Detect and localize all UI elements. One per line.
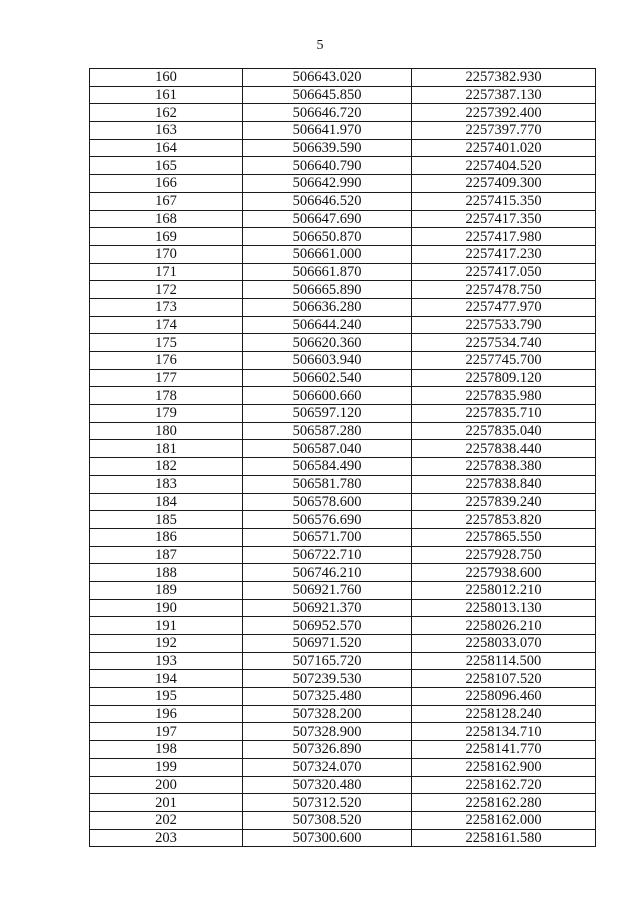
point-number-cell: 164 (90, 139, 243, 157)
x-coordinate-cell: 507312.520 (243, 794, 412, 812)
table-row (90, 546, 596, 564)
table-row (90, 69, 596, 87)
x-coordinate-cell: 506921.370 (243, 599, 412, 617)
y-coordinate-cell: 2258134.710 (412, 723, 596, 741)
x-coordinate-cell: 507325.480 (243, 688, 412, 706)
y-coordinate-cell: 2257838.440 (412, 440, 596, 458)
table-row (90, 86, 596, 104)
point-number-cell: 168 (90, 210, 243, 228)
y-coordinate-cell: 2258107.520 (412, 670, 596, 688)
table-row (90, 458, 596, 476)
x-coordinate-cell: 506600.660 (243, 387, 412, 405)
x-coordinate-cell: 506642.990 (243, 175, 412, 193)
point-number-cell: 198 (90, 741, 243, 759)
x-coordinate-cell: 507324.070 (243, 758, 412, 776)
table-row (90, 723, 596, 741)
y-coordinate-cell: 2257417.350 (412, 210, 596, 228)
point-number-cell: 200 (90, 776, 243, 794)
table-row (90, 475, 596, 493)
point-number-cell: 193 (90, 652, 243, 670)
table-row (90, 617, 596, 635)
table-row (90, 564, 596, 582)
x-coordinate-cell: 506597.120 (243, 405, 412, 423)
table-row (90, 705, 596, 723)
point-number-cell: 199 (90, 758, 243, 776)
x-coordinate-cell: 506576.690 (243, 511, 412, 529)
point-number-cell: 189 (90, 581, 243, 599)
x-coordinate-cell: 506746.210 (243, 564, 412, 582)
y-coordinate-cell: 2258162.280 (412, 794, 596, 812)
x-coordinate-cell: 506645.850 (243, 86, 412, 104)
x-coordinate-cell: 507320.480 (243, 776, 412, 794)
point-number-cell: 202 (90, 811, 243, 829)
y-coordinate-cell: 2257809.120 (412, 369, 596, 387)
table-row (90, 157, 596, 175)
y-coordinate-cell: 2257853.820 (412, 511, 596, 529)
table-row (90, 263, 596, 281)
y-coordinate-cell: 2257415.350 (412, 192, 596, 210)
x-coordinate-cell: 506587.280 (243, 422, 412, 440)
x-coordinate-cell: 506952.570 (243, 617, 412, 635)
y-coordinate-cell: 2257835.710 (412, 405, 596, 423)
y-coordinate-cell: 2257928.750 (412, 546, 596, 564)
y-coordinate-cell: 2257835.040 (412, 422, 596, 440)
point-number-cell: 169 (90, 228, 243, 246)
table-row (90, 210, 596, 228)
point-number-cell: 183 (90, 475, 243, 493)
x-coordinate-cell: 507328.900 (243, 723, 412, 741)
y-coordinate-cell: 2258162.720 (412, 776, 596, 794)
point-number-cell: 182 (90, 458, 243, 476)
y-coordinate-cell: 2257865.550 (412, 528, 596, 546)
point-number-cell: 186 (90, 528, 243, 546)
x-coordinate-cell: 507328.200 (243, 705, 412, 723)
y-coordinate-cell: 2257838.840 (412, 475, 596, 493)
point-number-cell: 197 (90, 723, 243, 741)
y-coordinate-cell: 2257938.600 (412, 564, 596, 582)
x-coordinate-cell: 507326.890 (243, 741, 412, 759)
y-coordinate-cell: 2258141.770 (412, 741, 596, 759)
point-number-cell: 191 (90, 617, 243, 635)
table-row (90, 122, 596, 140)
point-number-cell: 201 (90, 794, 243, 812)
table-row (90, 758, 596, 776)
x-coordinate-cell: 507300.600 (243, 829, 412, 847)
x-coordinate-cell: 506722.710 (243, 546, 412, 564)
table-row (90, 829, 596, 847)
table-row (90, 245, 596, 263)
x-coordinate-cell: 506636.280 (243, 298, 412, 316)
x-coordinate-cell: 507239.530 (243, 670, 412, 688)
x-coordinate-cell: 506661.000 (243, 245, 412, 263)
x-coordinate-cell: 507308.520 (243, 811, 412, 829)
point-number-cell: 195 (90, 688, 243, 706)
point-number-cell: 184 (90, 493, 243, 511)
table-row (90, 175, 596, 193)
x-coordinate-cell: 506603.940 (243, 352, 412, 370)
y-coordinate-cell: 2257392.400 (412, 104, 596, 122)
x-coordinate-cell: 507165.720 (243, 652, 412, 670)
point-number-cell: 173 (90, 298, 243, 316)
point-number-cell: 170 (90, 245, 243, 263)
point-number-cell: 161 (90, 86, 243, 104)
y-coordinate-cell: 2258128.240 (412, 705, 596, 723)
y-coordinate-cell: 2257382.930 (412, 69, 596, 87)
table-row (90, 281, 596, 299)
table-row (90, 139, 596, 157)
table-row (90, 440, 596, 458)
y-coordinate-cell: 2258162.000 (412, 811, 596, 829)
table-row (90, 635, 596, 653)
point-number-cell: 194 (90, 670, 243, 688)
y-coordinate-cell: 2257404.520 (412, 157, 596, 175)
y-coordinate-cell: 2257534.740 (412, 334, 596, 352)
table-row (90, 688, 596, 706)
table-row (90, 352, 596, 370)
point-number-cell: 176 (90, 352, 243, 370)
table-row (90, 387, 596, 405)
point-number-cell: 175 (90, 334, 243, 352)
table-row (90, 422, 596, 440)
x-coordinate-cell: 506578.600 (243, 493, 412, 511)
table-row (90, 192, 596, 210)
point-number-cell: 181 (90, 440, 243, 458)
point-number-cell: 174 (90, 316, 243, 334)
x-coordinate-cell: 506661.870 (243, 263, 412, 281)
y-coordinate-cell: 2257401.020 (412, 139, 596, 157)
x-coordinate-cell: 506587.040 (243, 440, 412, 458)
y-coordinate-cell: 2257839.240 (412, 493, 596, 511)
table-row (90, 228, 596, 246)
y-coordinate-cell: 2258114.500 (412, 652, 596, 670)
y-coordinate-cell: 2258026.210 (412, 617, 596, 635)
x-coordinate-cell: 506647.690 (243, 210, 412, 228)
y-coordinate-cell: 2257387.130 (412, 86, 596, 104)
x-coordinate-cell: 506571.700 (243, 528, 412, 546)
point-number-cell: 177 (90, 369, 243, 387)
y-coordinate-cell: 2257417.980 (412, 228, 596, 246)
table-row (90, 511, 596, 529)
coordinates-table (89, 68, 596, 847)
y-coordinate-cell: 2257409.300 (412, 175, 596, 193)
x-coordinate-cell: 506665.890 (243, 281, 412, 299)
x-coordinate-cell: 506971.520 (243, 635, 412, 653)
x-coordinate-cell: 506602.540 (243, 369, 412, 387)
table-row (90, 316, 596, 334)
point-number-cell: 162 (90, 104, 243, 122)
point-number-cell: 192 (90, 635, 243, 653)
x-coordinate-cell: 506581.780 (243, 475, 412, 493)
point-number-cell: 166 (90, 175, 243, 193)
point-number-cell: 167 (90, 192, 243, 210)
point-number-cell: 160 (90, 69, 243, 87)
point-number-cell: 163 (90, 122, 243, 140)
y-coordinate-cell: 2257478.750 (412, 281, 596, 299)
page-number: 5 (316, 38, 324, 53)
x-coordinate-cell: 506646.520 (243, 192, 412, 210)
table-row (90, 599, 596, 617)
table-row (90, 298, 596, 316)
x-coordinate-cell: 506921.760 (243, 581, 412, 599)
table-row (90, 776, 596, 794)
y-coordinate-cell: 2257477.970 (412, 298, 596, 316)
x-coordinate-cell: 506650.870 (243, 228, 412, 246)
table-row (90, 741, 596, 759)
y-coordinate-cell: 2258162.900 (412, 758, 596, 776)
y-coordinate-cell: 2258012.210 (412, 581, 596, 599)
point-number-cell: 187 (90, 546, 243, 564)
x-coordinate-cell: 506646.720 (243, 104, 412, 122)
x-coordinate-cell: 506584.490 (243, 458, 412, 476)
point-number-cell: 180 (90, 422, 243, 440)
coordinates-table-body (90, 69, 596, 847)
x-coordinate-cell: 506620.360 (243, 334, 412, 352)
table-row (90, 794, 596, 812)
point-number-cell: 179 (90, 405, 243, 423)
table-row (90, 493, 596, 511)
y-coordinate-cell: 2258033.070 (412, 635, 596, 653)
point-number-cell: 185 (90, 511, 243, 529)
point-number-cell: 203 (90, 829, 243, 847)
x-coordinate-cell: 506639.590 (243, 139, 412, 157)
point-number-cell: 171 (90, 263, 243, 281)
point-number-cell: 196 (90, 705, 243, 723)
table-row (90, 811, 596, 829)
y-coordinate-cell: 2257838.380 (412, 458, 596, 476)
y-coordinate-cell: 2258096.460 (412, 688, 596, 706)
table-row (90, 369, 596, 387)
table-row (90, 581, 596, 599)
point-number-cell: 172 (90, 281, 243, 299)
y-coordinate-cell: 2258161.580 (412, 829, 596, 847)
y-coordinate-cell: 2257417.050 (412, 263, 596, 281)
x-coordinate-cell: 506643.020 (243, 69, 412, 87)
y-coordinate-cell: 2257417.230 (412, 245, 596, 263)
point-number-cell: 178 (90, 387, 243, 405)
y-coordinate-cell: 2257835.980 (412, 387, 596, 405)
point-number-cell: 188 (90, 564, 243, 582)
y-coordinate-cell: 2257397.770 (412, 122, 596, 140)
table-row (90, 334, 596, 352)
table-row (90, 405, 596, 423)
table-row (90, 670, 596, 688)
point-number-cell: 190 (90, 599, 243, 617)
y-coordinate-cell: 2257745.700 (412, 352, 596, 370)
table-row (90, 528, 596, 546)
y-coordinate-cell: 2257533.790 (412, 316, 596, 334)
x-coordinate-cell: 506641.970 (243, 122, 412, 140)
point-number-cell: 165 (90, 157, 243, 175)
table-row (90, 652, 596, 670)
y-coordinate-cell: 2258013.130 (412, 599, 596, 617)
x-coordinate-cell: 506644.240 (243, 316, 412, 334)
x-coordinate-cell: 506640.790 (243, 157, 412, 175)
table-row (90, 104, 596, 122)
